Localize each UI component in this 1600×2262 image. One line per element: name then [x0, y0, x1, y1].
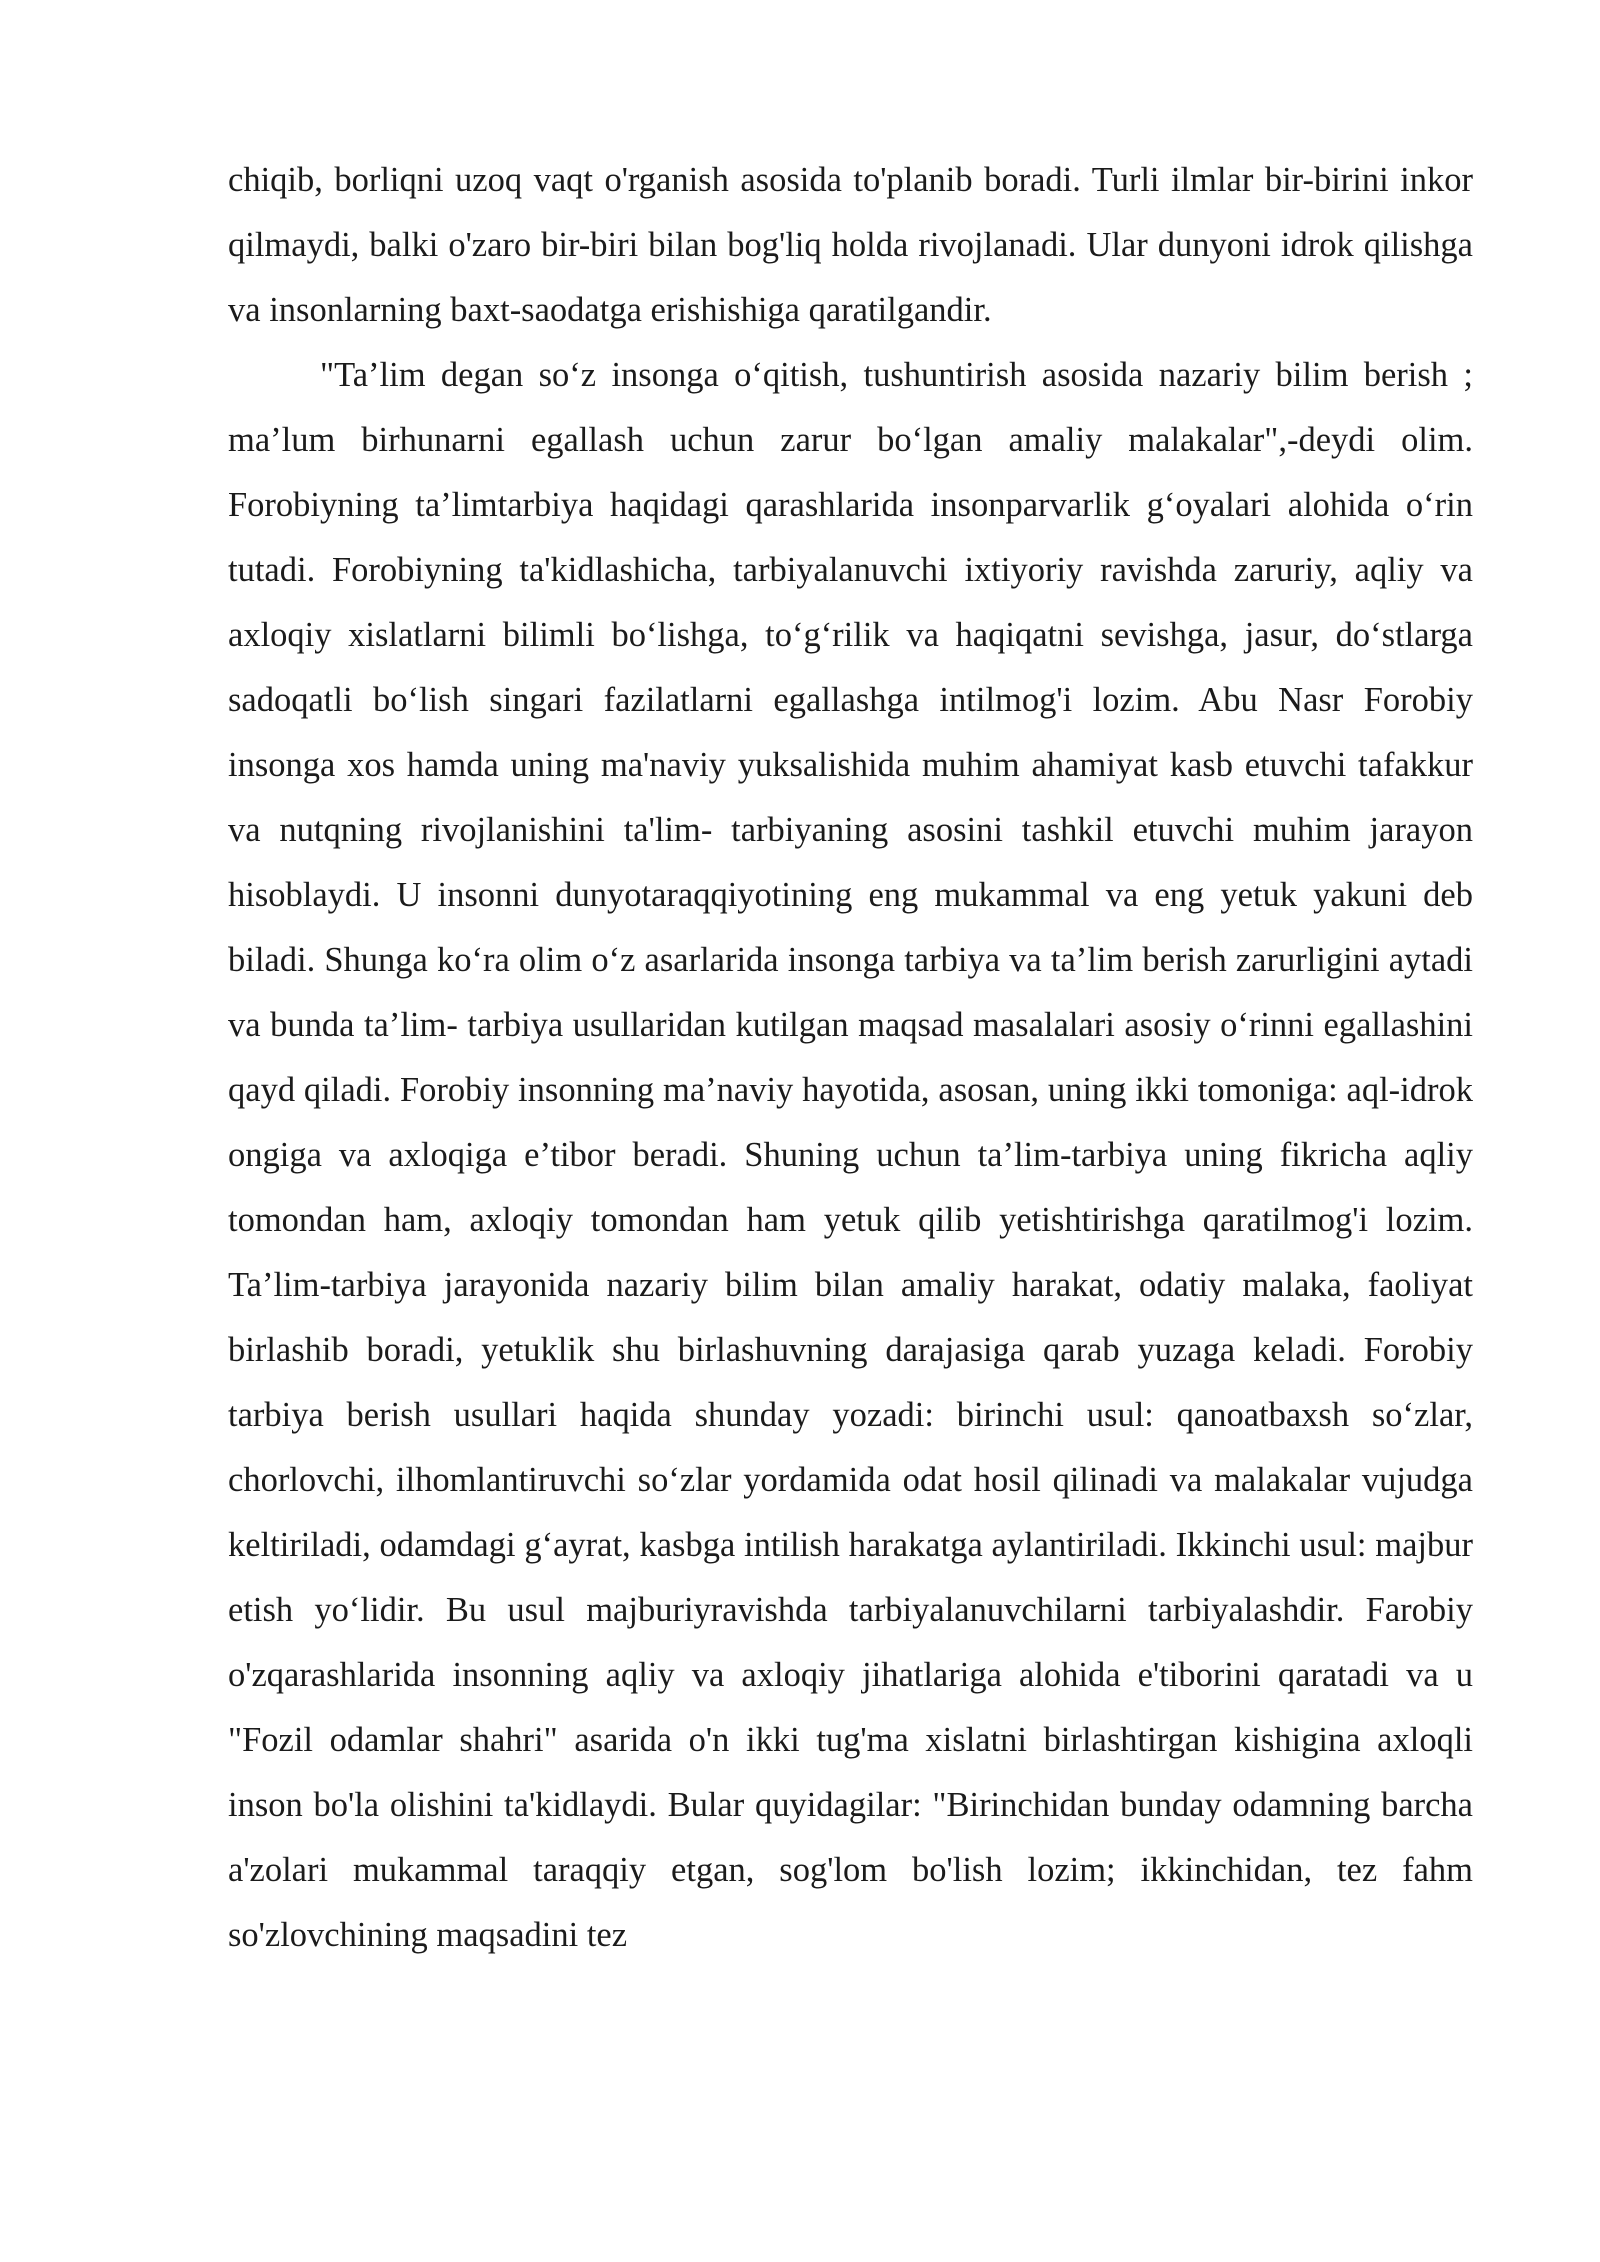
paragraph-farobiy-education: "Ta’lim degan so‘z insonga o‘qitish, tushuntirish asosida nazariy bilim berish ; ma’lum birhunarni egallash uchun zarur bo‘lgan amaliy malakalar",-deydi olim. Forobiyning ta’limtarbiya haqidagi qarashlarida insonparvarlik g‘oyalari alohida o‘rin tutadi. Forobiyning ta'kidlashicha, tarbiyalanuvchi ixtiyoriy ravishda zaruriy, aqliy va axloqiy xislatlarni bilimli bo‘lishga, to‘g‘rilik va haqiqatni sevishga, jasur, do‘stlarga sadoqatli bo‘lish singari fazilatlarni egallashga intilmog'i lozim. Abu Nasr Forobiy insonga xos hamda uning ma'naviy yuksalishida muhim ahamiyat kasb etuvchi tafakkur va nutqning rivojlanishini ta'lim- tarbiyaning asosini tashkil etuvchi muhim jarayon hisoblaydi. U insonni dunyotaraqqiyotining eng mukammal va eng yetuk yakuni deb biladi. Shunga ko‘ra olim o‘z asarlarida insonga tarbiya va ta’lim berish zarurligini aytadi va bunda ta’lim- tarbiya usullaridan kutilgan maqsad masalalari asosiy o‘rinni egallashini qayd qiladi. Forobiy insonning ma’naviy hayotida, asosan, uning ikki tomoniga: aql-idrok ongiga va axloqiga e’tibor beradi. Shuning uchun ta’lim-tarbiya uning fikricha aqliy tomondan ham, axloqiy tomondan ham yetuk qilib yetishtirishga qaratilmog'i lozim. Ta’lim-tarbiya jarayonida nazariy bilim bilan amaliy harakat, odatiy malaka, faoliyat birlashib boradi, yetuklik shu birlashuvning darajasiga qarab yuzaga keladi. Forobiy tarbiya berish usullari haqida shunday yozadi: birinchi usul: qanoatbaxsh so‘zlar, chorlovchi, ilhomlantiruvchi so‘zlar yordamida odat hosil qilinadi va malakalar vujudga keltiriladi, odamdagi g‘ayrat, kasbga intilish harakatga aylantiriladi. Ikkinchi usul: majbur etish yo‘lidir. Bu usul majburiyravishda tarbiyalanuvchilarni tarbiyalashdir. Farobiy o'zqarashlarida insonning aqliy va axloqiy jihatlariga alohida e'tiborini qaratadi va u "Fozil odamlar shahri" asarida o'n ikki tug'ma xislatni birlashtirgan kishigina axloqli inson bo'la olishini ta'kidlaydi. Bular quyidagilar: "Birinchidan bunday odamning barcha a'zolari mukammal taraqqiy etgan, sog'lom bo'lish lozim; ikkinchidan, tez fahm so'zlovchining maqsadini tez — [228, 356, 1473, 1954]
paragraph-continuation: chiqib, borliqni uzoq vaqt o'rganish asosida to'planib boradi. Turli ilmlar bir-birini inkor qilmaydi, balki o'zaro bir-biri bilan bog'liq holda rivojlanadi. Ular dunyoni idrok qilishga va insonlarning baxt-saodatga erishishiga qaratilgandir. — [228, 161, 1473, 329]
body-text — [228, 148, 1473, 1968]
